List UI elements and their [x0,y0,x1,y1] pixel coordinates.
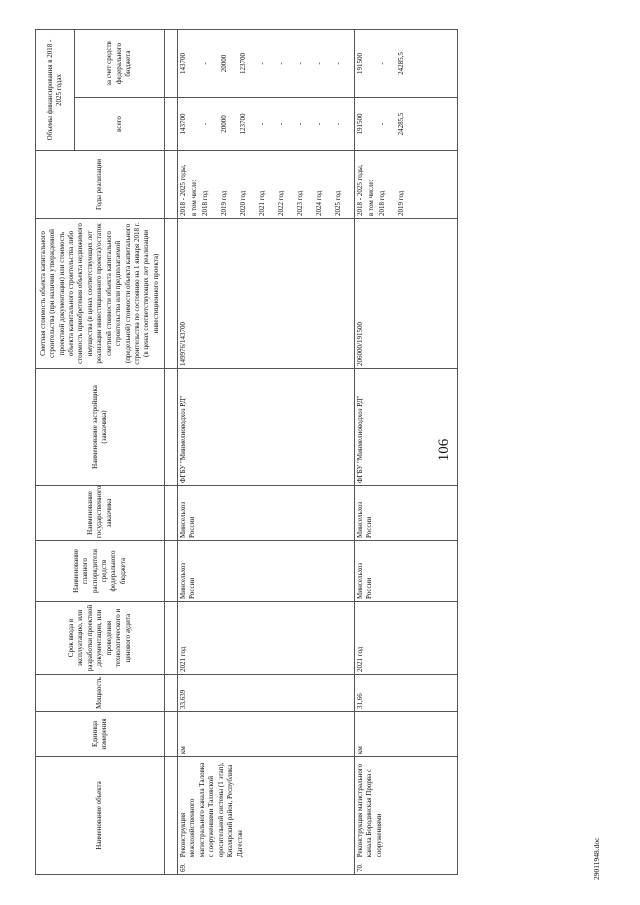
total-item: - [334,122,342,126]
developer-cell: ФГБУ "Минмелиоводхоз РД" [355,369,458,486]
cost-cell: 149976/143700 [178,219,355,369]
federal-cell [355,30,458,98]
years-item: в том числе: [190,179,198,216]
years-list [356,153,416,216]
federal-list [356,32,416,95]
federal-item: 24285,5 [397,52,405,75]
years-list [179,153,353,216]
total-item: - [296,122,304,126]
years-item: 2020 год [239,190,247,216]
total-item: - [277,122,285,126]
table-row [355,30,458,875]
federal-item: 20000 [220,54,228,73]
total-item [190,100,201,148]
federal-item: 191500 [356,53,364,74]
unit-cell: км [355,712,458,757]
years-item: 2022 год [277,190,285,216]
years-item: 2018 год [201,190,209,216]
total-item [367,100,378,148]
state-customer-cell: Минсельхоз России [178,486,355,541]
total-cell [178,98,355,151]
table-row [178,30,355,875]
developer-cell: ФГБУ "Минмелиоводхоз РД" [178,369,355,486]
main-manager-cell: Минсельхоз России [355,541,458,602]
federal-list [179,32,353,95]
years-item: 2024 год [315,190,323,216]
header-developer: Наименование застройщика (заказчика) [36,369,165,486]
page-number: 106 [436,438,452,462]
federal-item [190,32,201,95]
years-item: 2018 - 2025 годы, [356,164,364,216]
years-item: 2019 год [220,190,228,216]
total-item: - [315,122,323,126]
years-item: в том числе: [367,179,375,216]
federal-item: - [258,62,266,65]
header-federal: за счет средств федерального бюджета [75,30,165,98]
total-item: 20000 [220,115,228,133]
row-number: 70. [356,863,364,872]
object-name-cell [355,757,458,875]
header-object-name: Наименование объекта [36,757,165,875]
federal-item: - [315,62,323,65]
deadline-cell: 2021 год [355,602,458,675]
total-item: - [378,122,386,126]
object-name: Реконструкция межхозяйственного магистрального канала Таловка с сооружениями Таловской оросительной системы (1 этап), Кизлярский район, Республика Дагестан [179,762,244,858]
capacity-cell: 33,639 [178,675,355,712]
federal-cell [178,30,355,98]
total-cell [355,98,458,151]
total-item: 24285,5 [397,112,405,136]
table-spacer-row [165,30,178,875]
doc-filename: 29011948.doc [592,837,601,880]
total-list [179,100,353,148]
years-item: 2018 - 2025 годы, [179,164,187,216]
years-item: 2025 год [334,190,342,216]
total-list [356,100,416,148]
header-unit: Единица измерения [36,712,165,757]
total-item: 143700 [179,113,187,135]
years-item: 2019 год [397,190,405,216]
state-customer-cell: Минсельхоз России [355,486,458,541]
header-deadline: Срок ввода в эксплуатацию, или разработки проектной документации, или проведения технологического и ценового аудита [36,602,165,675]
years-cell [355,151,458,219]
header-main-manager: Наименование главного распорядителя средств федерального бюджета [36,541,165,602]
federal-item: - [201,62,209,65]
years-item: 2021 год [258,190,266,216]
federal-item: - [296,62,304,65]
years-item: 2018 год [378,190,386,216]
total-item: 191500 [356,113,364,135]
total-item: - [258,122,266,126]
deadline-cell: 2021 год [178,602,355,675]
header-estimated-cost: Сметная стоимость объекта капитального строительства (при наличии утвержденной проектной документации) или стоимость объекта капитального строительства либо стоимость приобретения объекта недвижимого имущества (в ценах соответствующих лет реализации инвестиционного проекта)/остаток сметной стоимости объекта капитального строительства или предполагаемой (предельной) стоимости объекта капитального строительства по состоянию на 1 января 2018 г. (в ценах соответствующих лет реализации инвестиционного проекта) [36,219,165,369]
header-funding-group: Объемы финансирования в 2018 - 2025 годах [36,30,75,151]
main-manager-cell: Минсельхоз России [178,541,355,602]
federal-item: 143700 [179,53,187,74]
object-name: Реконструкция магистрального канала Бородинская Прорва с сооружениями [356,763,383,858]
header-total: всего [75,98,165,151]
years-item: 2023 год [296,190,304,216]
header-capacity: Мощность [36,675,165,712]
header-state-customer: Наименование государственного заказчика [36,486,165,541]
cost-cell: 206000/191500 [355,219,458,369]
object-name-cell [178,757,355,875]
total-item: 123700 [239,113,247,135]
federal-item: - [378,62,386,65]
header-years: Годы реализации [36,151,165,219]
federal-item: - [277,62,285,65]
capacity-cell: 31,66 [355,675,458,712]
row-number: 69. [179,863,187,872]
total-item: - [201,122,209,126]
federal-item: - [334,62,342,65]
federal-item [367,32,378,95]
investment-objects-table [35,29,458,875]
years-cell [178,151,355,219]
unit-cell: км [178,712,355,757]
federal-item: 123700 [239,53,247,74]
